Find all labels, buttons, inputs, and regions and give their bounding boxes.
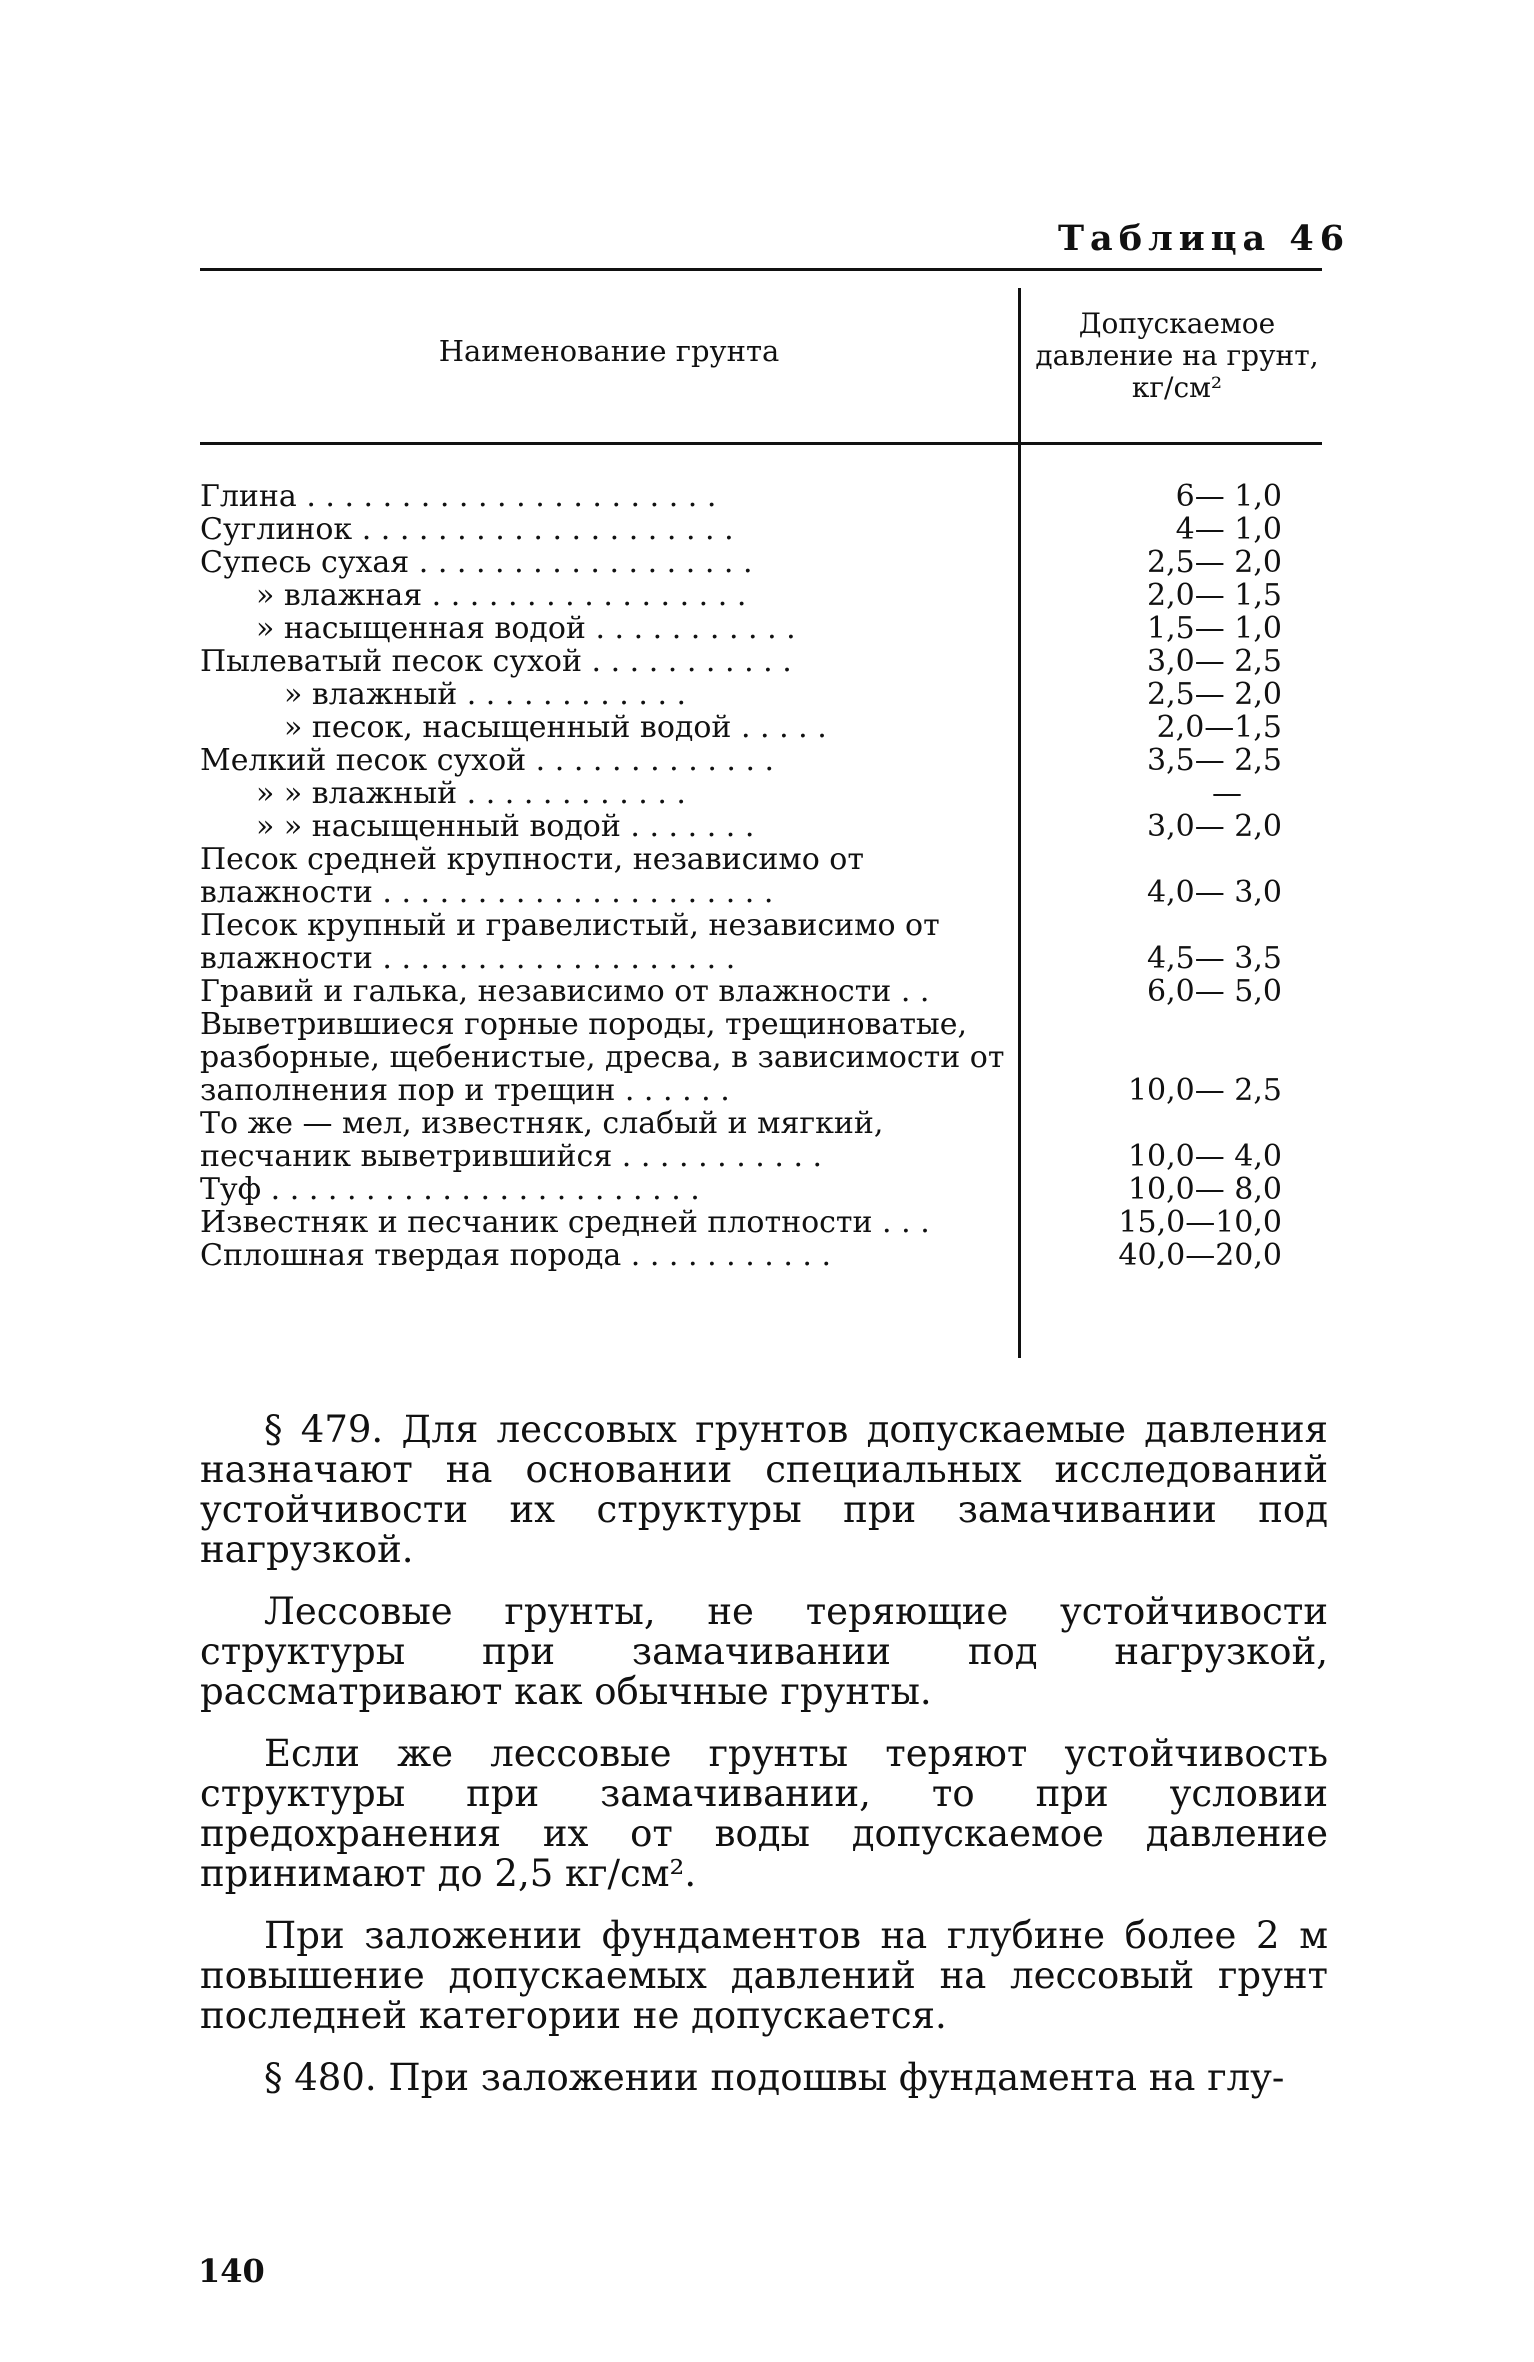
pressure-value: 10,0— 2,5 <box>1127 1073 1282 1108</box>
table-top-rule <box>200 268 1322 271</box>
soil-name: Суглинок . . . . . . . . . . . . . . . . . . . . <box>200 513 734 546</box>
soil-name: Гравий и галька, независимо от влажности . . <box>200 975 930 1008</box>
table-row <box>200 1173 1322 1206</box>
pressure-value: 4,5— 3,5 <box>1147 941 1282 976</box>
pressure-value: 15,0—10,0 <box>1118 1205 1282 1240</box>
pressure-value: — <box>1212 776 1242 811</box>
soil-name: » влажная . . . . . . . . . . . . . . . . . <box>256 579 747 612</box>
paragraph-479: § 479. Для лессовых грунтов допускаемые давления назначают на основании специальных исследований устойчивости их структуры при замачивании под нагрузкой. <box>200 1408 1328 1571</box>
soil-name: Сплошная твердая порода . . . . . . . . . . . <box>200 1239 832 1272</box>
body-text <box>200 1410 1328 2120</box>
pressure-value: 2,5— 2,0 <box>1147 545 1282 580</box>
soil-name: Мелкий песок сухой . . . . . . . . . . . . . <box>200 744 775 777</box>
soil-name: Песок средней крупности, независимо от влажности . . . . . . . . . . . . . . . . . . . . . <box>200 843 864 909</box>
table-row <box>200 645 1322 678</box>
soil-name: Супесь сухая . . . . . . . . . . . . . . . . . . <box>200 546 753 579</box>
soil-name: Известняк и песчаник средней плотности . . . <box>200 1206 930 1239</box>
table-row <box>200 480 1322 513</box>
pressure-value: 3,0— 2,0 <box>1147 809 1282 844</box>
table-row <box>200 810 1322 843</box>
soil-name: Глина . . . . . . . . . . . . . . . . . . . . . . <box>200 480 717 513</box>
table-row <box>200 678 1322 711</box>
soil-name: То же — мел, известняк, слабый и мягкий, песчаник выветрившийся . . . . . . . . . . . <box>200 1107 884 1173</box>
table-row <box>200 711 1322 744</box>
pressure-value: 2,0— 1,5 <box>1147 578 1282 613</box>
table-header-rule <box>200 442 1322 445</box>
soil-name: » » насыщенный водой . . . . . . . <box>256 810 755 843</box>
soil-name: » песок, насыщенный водой . . . . . <box>284 711 827 744</box>
page-number: 140 <box>198 2252 265 2290</box>
pressure-value: 6,0— 5,0 <box>1147 974 1282 1009</box>
pressure-value: 2,5— 2,0 <box>1147 677 1282 712</box>
table-row <box>200 909 1322 975</box>
soil-name: Выветрившиеся горные породы, трещиноватые, разборные, щебенистые, дресва, в зависимости от заполнения пор и трещин . . . . . . <box>200 1008 1005 1107</box>
soil-name: Туф . . . . . . . . . . . . . . . . . . . . . . . <box>200 1173 700 1206</box>
table-row <box>200 546 1322 579</box>
table-row <box>200 744 1322 777</box>
soil-name: » влажный . . . . . . . . . . . . <box>284 678 687 711</box>
soil-name: Песок крупный и гравелистый, независимо от влажности . . . . . . . . . . . . . . . . . . . <box>200 909 940 975</box>
paragraph-480: § 480. При заложении подошвы фундамента на глу- <box>264 2056 1285 2099</box>
paragraph-stable-loess: Лессовые грунты, не теряющие устойчивости структуры при замачивании под нагрузкой, рассматривают как обычные грунты. <box>200 1590 1328 1713</box>
table-row <box>200 975 1322 1008</box>
table-body <box>200 480 1322 1272</box>
header-soil-name: Наименование грунта <box>438 334 780 368</box>
table-row <box>200 579 1322 612</box>
table-row <box>200 1008 1322 1107</box>
soil-name: Пылеватый песок сухой . . . . . . . . . . . <box>200 645 792 678</box>
table-row <box>200 1107 1322 1173</box>
pressure-value: 1,5— 1,0 <box>1147 611 1282 646</box>
soil-pressure-table <box>200 268 1322 1358</box>
table-row <box>200 612 1322 645</box>
pressure-value: 10,0— 4,0 <box>1127 1139 1282 1174</box>
pressure-value: 40,0—20,0 <box>1118 1238 1282 1273</box>
table-row <box>200 843 1322 909</box>
pressure-value: 4,0— 3,0 <box>1147 875 1282 910</box>
pressure-value: 2,0—1,5 <box>1156 710 1282 745</box>
soil-name: » насыщенная водой . . . . . . . . . . . <box>256 612 796 645</box>
pressure-value: 10,0— 8,0 <box>1127 1172 1282 1207</box>
table-row <box>200 777 1322 810</box>
table-caption: Таблица 46 <box>1058 218 1351 259</box>
table-row <box>200 513 1322 546</box>
soil-name: » » влажный . . . . . . . . . . . . <box>256 777 686 810</box>
pressure-value: 3,5— 2,5 <box>1147 743 1282 778</box>
header-allowed-pressure: Допускаемое давление на грунт, кг/см² <box>1035 307 1319 404</box>
paragraph-depth-limit: При заложении фундаментов на глубине более 2 м повышение допускаемых давлений на лессовый грунт последней категории не допускается. <box>200 1914 1328 2037</box>
pressure-value: 6— 1,0 <box>1175 479 1282 514</box>
paragraph-unstable-loess: Если же лессовые грунты теряют устойчивость структуры при замачивании, то при условии предохранения их от воды допускаемое давление принимают до 2,5 кг/см². <box>200 1732 1328 1895</box>
pressure-value: 3,0— 2,5 <box>1147 644 1282 679</box>
table-row <box>200 1206 1322 1239</box>
pressure-value: 4— 1,0 <box>1175 512 1282 547</box>
table-row <box>200 1239 1322 1272</box>
